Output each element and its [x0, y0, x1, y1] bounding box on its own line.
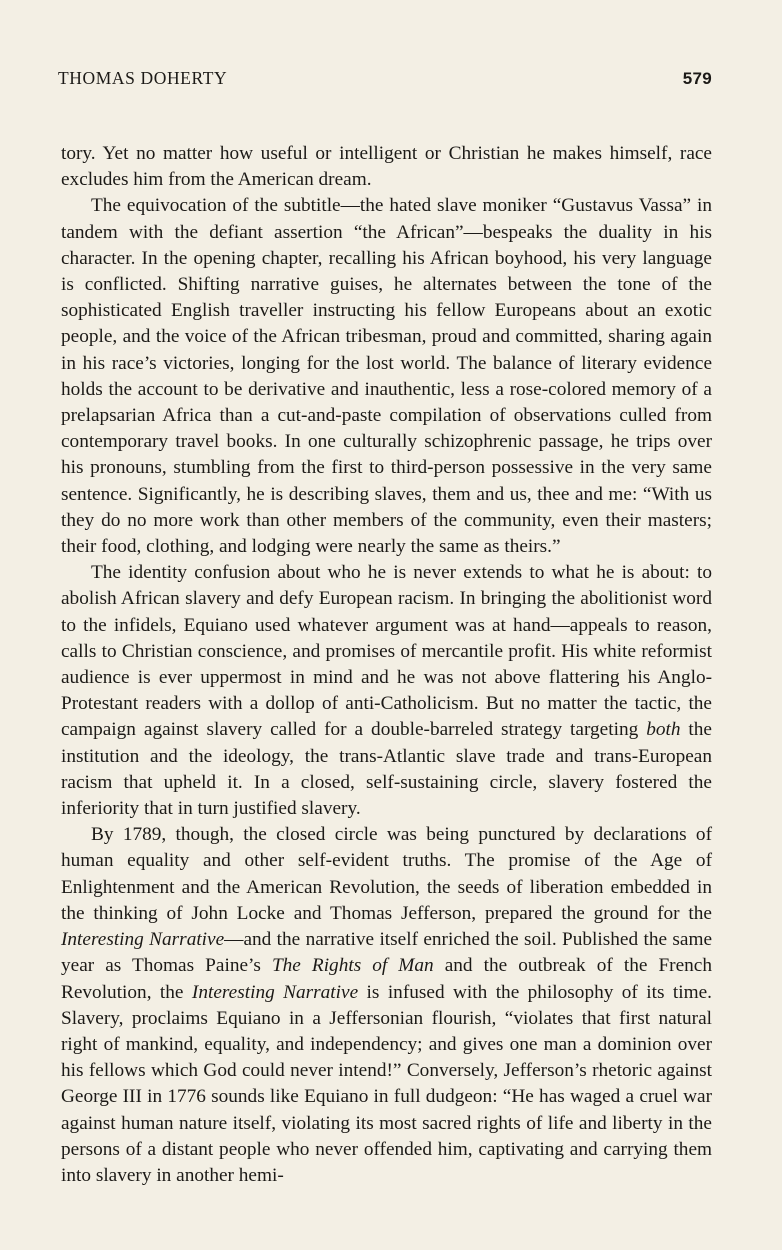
italic-title: Interesting Narrative [191, 981, 359, 1003]
italic-title: Interesting Narrative [61, 929, 225, 951]
page-number: 579 [682, 69, 712, 88]
italic-title: The Rights of Man [271, 955, 434, 977]
paragraph [61, 141, 712, 193]
running-head-author: THOMAS DOHERTY [58, 68, 228, 88]
text-run: —and the narrative itself enriched the soil. Published the same year as Thomas Paine’s [61, 929, 713, 977]
paragraph [61, 560, 712, 822]
text-run: tory. Yet no matter how useful or intelligent or Christian he makes himself, race excludes him from the American dream. [61, 143, 712, 191]
paragraph [61, 193, 712, 560]
text-run: By 1789, though, the closed circle was being punctured by declarations of human equality and other self-evident truths. The promise of the Age of Enlightenment and the American Revolution, the seeds of liberation embedded in the thinking of John Locke and Thomas Jefferson, prepared the ground for the [61, 824, 712, 924]
paragraph [61, 822, 712, 1189]
text-run: is infused with the philosophy of its time. Slavery, proclaims Equiano in a Jeffersonian flourish, “violates that first natural right of mankind, equality, and independency; and gives one man a dominion over his fellows which God could never intend!” Conversely, Jefferson’s rhetoric against George III in 1776 sounds like Equiano in full dudgeon: “He has waged a cruel war against human nature itself, violating its most sacred rights of life and liberty in the persons of a distant people who never offended him, captivating and carrying them into slavery in another hemi- [61, 981, 712, 1186]
text-run: The identity confusion about who he is never extends to what he is about: to abolish African slavery and defy European racism. In bringing the abolitionist word to the infidels, Equiano used whatever argument was at hand—appeals to reason, calls to Christian conscience, and promises of mercantile profit. His white reformist audience is ever uppermost in mind and he was not above flattering his Anglo-Protestant readers with a dollop of anti-Catholicism. But no matter the tactic, the campaign against slavery called for a double-barreled strategy targeting [61, 562, 712, 741]
text-run: the institution and the ideology, the trans-Atlantic slave trade and trans-European racism that upheld it. In a closed, self-sustaining circle, slavery fostered the inferiority that in turn justified slavery. [61, 719, 712, 820]
text-run: The equivocation of the subtitle—the hated slave moniker “Gustavus Vassa” in tandem with the defiant assertion “the African”—bespeaks the duality in his character. In the opening chapter, recalling his African boyhood, his very language is conflicted. Shifting narrative guises, he alternates between the tone of the sophisticated English traveller instructing his fellow Europeans about an exotic people, and the voice of the African tribesman, proud and committed, sharing again in his race’s victories, longing for the lost world. The balance of literary evidence holds the account to be derivative and inauthentic, less a rose-colored memory of a prelapsarian Africa than a cut-and-paste compilation of observations culled from contemporary travel books. In one culturally schizophrenic passage, he trips over his pronouns, stumbling from the first to third-person possessive in the very same sentence. Significantly, he is describing slaves, them and us, thee and me: “With us they do no more work than other members of the community, even their masters; their food, clothing, and lodging were nearly the same as theirs.” [61, 195, 712, 558]
text-run: and the outbreak of the French Revolution, the [61, 955, 713, 1003]
running-head [58, 68, 712, 94]
body-text [61, 141, 712, 1189]
italic-title: both [646, 719, 681, 741]
